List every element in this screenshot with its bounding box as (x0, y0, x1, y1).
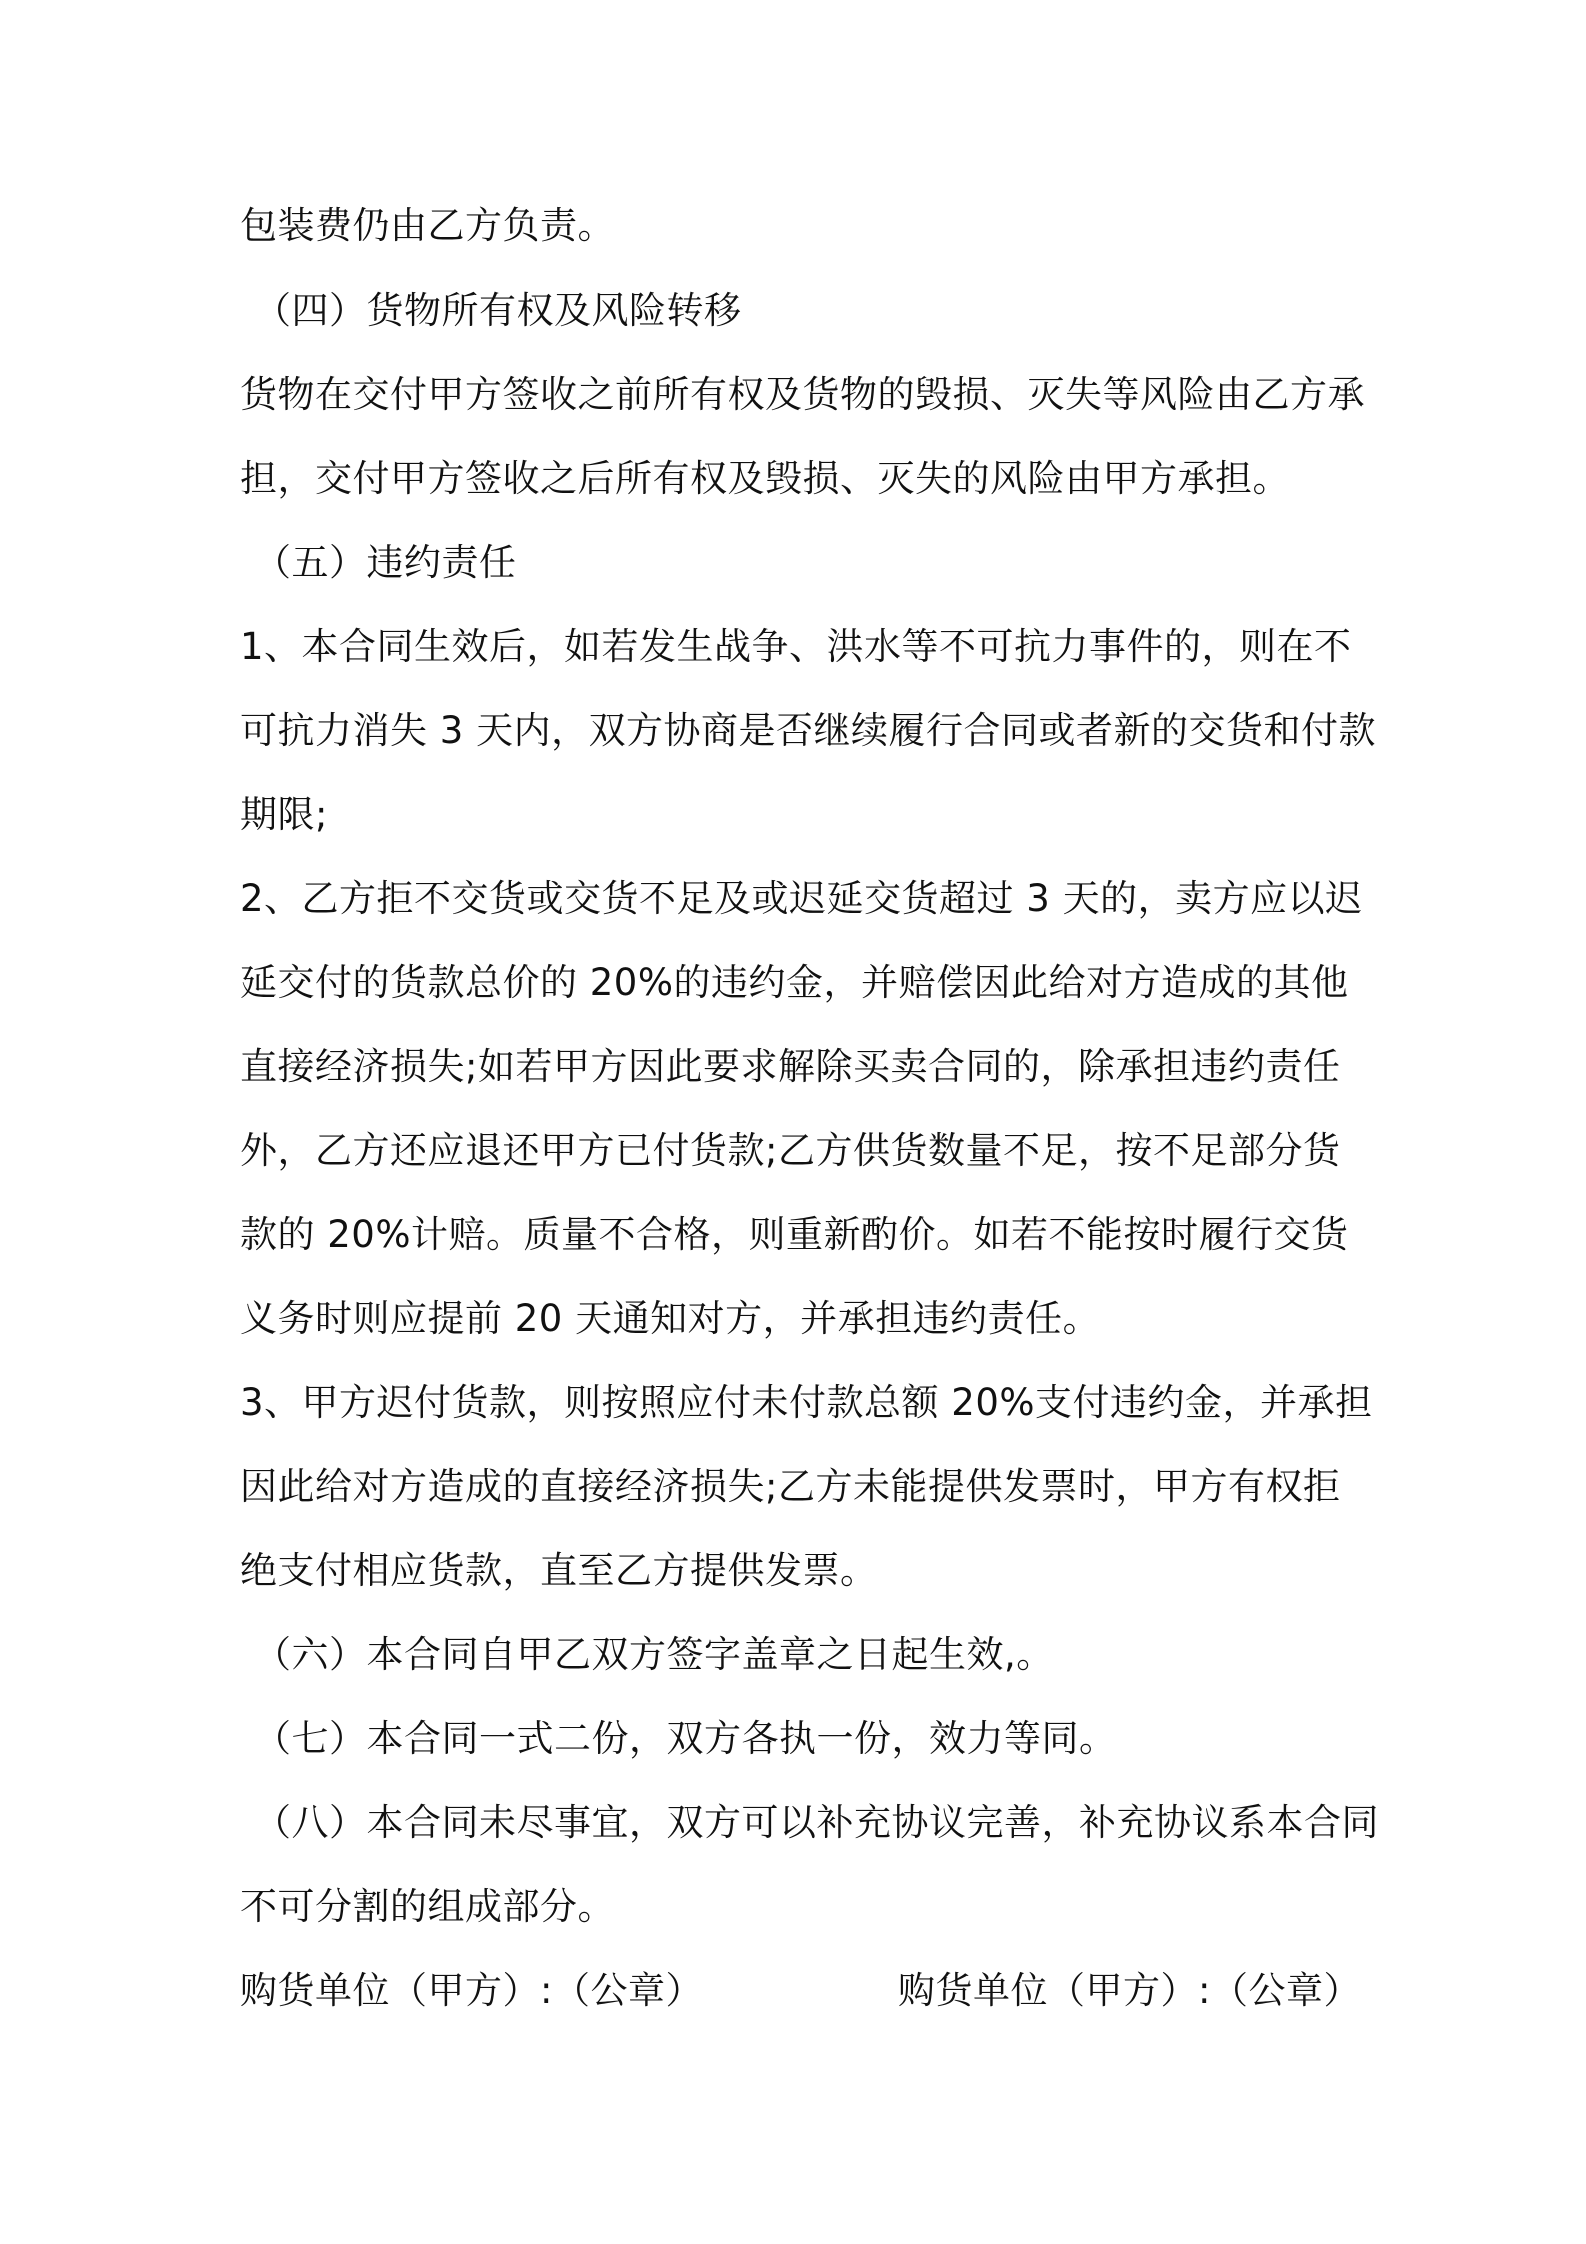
section-heading: （四）货物所有权及风险转移 (254, 289, 742, 332)
text-line: 担，交付甲方签收之后所有权及毁损、灭失的风险由甲方承担。 (240, 457, 1290, 500)
signature-right: 购货单位（甲方）:（公章） (898, 1969, 1361, 2012)
clause-line: （六）本合同自甲乙双方签字盖章之日起生效,。 (254, 1633, 1054, 1676)
text-line: 绝支付相应货款，直至乙方提供发票。 (240, 1549, 878, 1592)
text-line: 外，乙方还应退还甲方已付货款;乙方供货数量不足，按不足部分货 (240, 1129, 1341, 1172)
text-line: 2、乙方拒不交货或交货不足及或迟延交货超过 3 天的，卖方应以迟 (240, 877, 1363, 920)
clause-line: （七）本合同一式二份，双方各执一份，效力等同。 (254, 1717, 1117, 1760)
text-line: 期限; (240, 793, 328, 836)
text-line: 义务时则应提前 20 天通知对方，并承担违约责任。 (240, 1297, 1101, 1340)
text-line: 因此给对方造成的直接经济损失;乙方未能提供发票时，甲方有权拒 (240, 1465, 1341, 1508)
signature-left: 购货单位（甲方）:（公章） (240, 1969, 703, 2012)
text-line: 包装费仍由乙方负责。 (240, 204, 615, 247)
text-line: 货物在交付甲方签收之前所有权及货物的毁损、灭失等风险由乙方承 (240, 373, 1365, 416)
text-line: 不可分割的组成部分。 (240, 1885, 615, 1928)
clause-line: （八）本合同未尽事宜，双方可以补充协议完善，补充协议系本合同 (254, 1801, 1379, 1844)
text-line: 延交付的货款总价的 20%的违约金，并赔偿因此给对方造成的其他 (240, 961, 1349, 1004)
text-line: 1、本合同生效后，如若发生战争、洪水等不可抗力事件的，则在不 (240, 625, 1352, 668)
text-line: 可抗力消失 3 天内，双方协商是否继续履行合同或者新的交货和付款 (240, 709, 1377, 752)
text-line: 3、甲方迟付货款，则按照应付未付款总额 20%支付违约金，并承担 (240, 1381, 1373, 1424)
section-heading: （五）违约责任 (254, 541, 517, 584)
text-line: 款的 20%计赔。质量不合格，则重新酌价。如若不能按时履行交货 (240, 1213, 1349, 1256)
text-line: 直接经济损失;如若甲方因此要求解除买卖合同的，除承担违约责任 (240, 1045, 1341, 1088)
